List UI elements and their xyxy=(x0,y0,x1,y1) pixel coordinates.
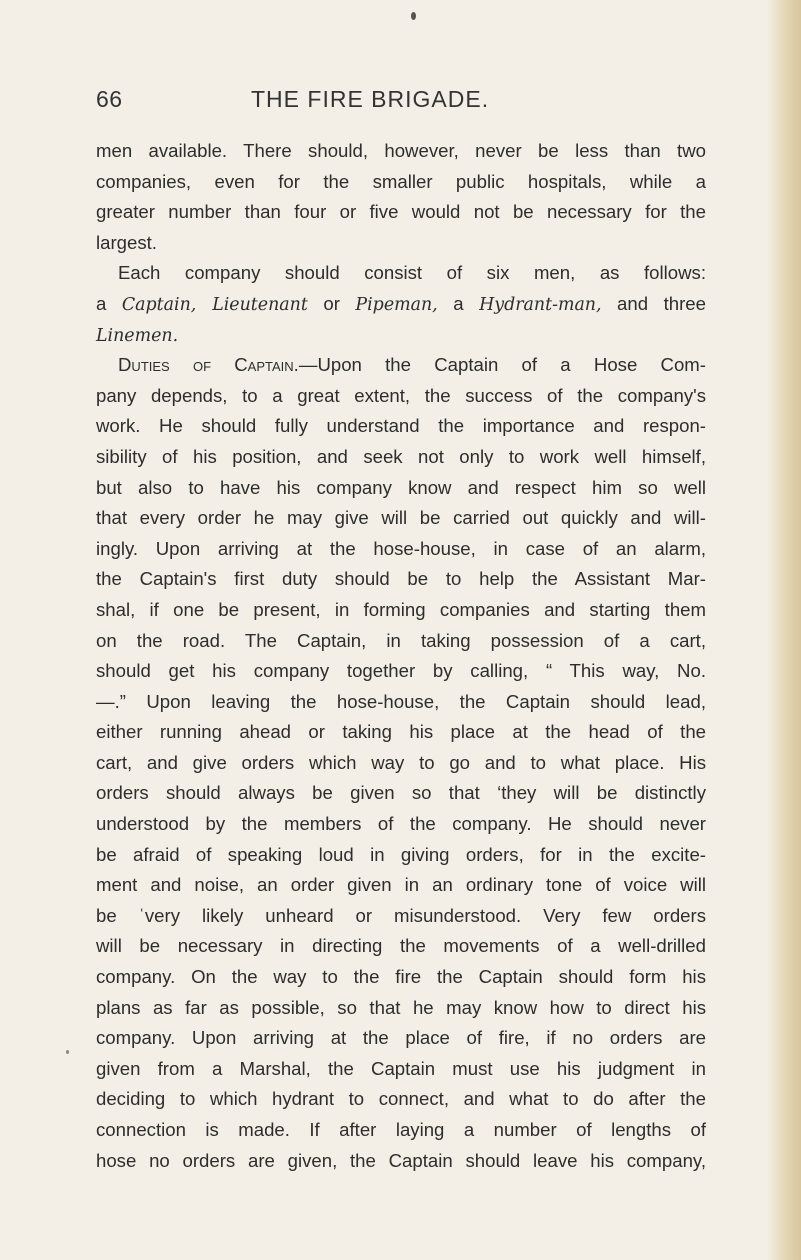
text-line: sibility of his position, and seek not only to work well himself, xyxy=(96,445,706,467)
text-line: understood by the members of the company. He should never xyxy=(96,813,706,835)
text-line: men available. There should, however, never be less than two xyxy=(96,140,706,161)
page-number: 66 xyxy=(96,86,123,112)
page-header xyxy=(96,86,696,120)
italic-term: Linemen. xyxy=(96,325,179,346)
page-edge-shadow xyxy=(767,0,801,1260)
text-line: deciding to which hydrant to connect, and what to do after the xyxy=(96,1088,706,1110)
ink-speck xyxy=(66,1050,69,1054)
text-line: shal, if one be present, in forming companies and starting them xyxy=(96,598,706,620)
text-line: company. Upon arriving at the place of fire, if no orders are xyxy=(96,1027,706,1049)
text-line: largest. xyxy=(96,231,157,253)
body-text xyxy=(96,136,706,1176)
text-line: a Captain, Lieutenant or Pipeman, a Hydrant-man, and three xyxy=(96,292,706,315)
text-line: connection is made. If after laying a number of lengths of xyxy=(96,1119,706,1140)
section-heading: Duties of Captain. xyxy=(118,354,299,376)
text-line: should get his company together by calling, “ This way, No. xyxy=(96,660,706,682)
italic-term: Hydrant-man, xyxy=(479,294,602,315)
text-line: will be necessary in directing the movements of a well-drilled xyxy=(96,935,706,957)
text-line: ingly. Upon arriving at the hose-house, in case of an alarm, xyxy=(96,537,706,559)
ink-speck xyxy=(411,12,416,20)
text-line: cart, and give orders which way to go and to what place. His xyxy=(96,751,706,773)
italic-term: Pipeman, xyxy=(355,294,438,315)
text-line: but also to have his company know and respect him so well xyxy=(96,476,706,498)
text-line: on the road. The Captain, in taking possession of a cart, xyxy=(96,629,706,651)
text-line: company. On the way to the fire the Captain should form his xyxy=(96,966,706,988)
text-line: either running ahead or taking his place at the head of the xyxy=(96,721,706,743)
text-line: orders should always be given so that ‘they will be distinctly xyxy=(96,782,706,804)
text-line: work. He should fully understand the importance and respon- xyxy=(96,415,706,437)
text-line: that every order he may give will be carried out quickly and will- xyxy=(96,507,706,529)
text-line: ment and noise, an order given in an ordinary tone of voice will xyxy=(96,874,706,896)
text-line: —.” Upon leaving the hose-house, the Captain should lead, xyxy=(96,690,706,712)
text-line xyxy=(96,320,706,351)
text-line: greater number than four or five would not be necessary for the xyxy=(96,201,706,223)
paragraph-start-line: Each company should consist of six men, as follows: xyxy=(118,262,706,284)
running-head: THE FIRE BRIGADE. xyxy=(251,86,490,112)
italic-term: Captain, Lieutenant xyxy=(121,294,308,315)
text-line: plans as far as possible, so that he may know how to direct his xyxy=(96,996,706,1018)
section-heading-line: Duties of Captain.—Upon the Captain of a Hose Com- xyxy=(118,354,706,376)
text-line: be afraid of speaking loud in giving orders, for in the excite- xyxy=(96,843,706,865)
text-line: the Captain's first duty should be to help the Assistant Mar- xyxy=(96,568,706,590)
text-line: hose no orders are given, the Captain should leave his company, xyxy=(96,1149,706,1171)
text-line: given from a Marshal, the Captain must use his judgment in xyxy=(96,1057,706,1079)
text-line: companies, even for the smaller public hospitals, while a xyxy=(96,170,706,192)
text-line: be ˈvery likely unheard or misunderstood. Very few orders xyxy=(96,904,706,926)
text-line: pany depends, to a great extent, the success of the company's xyxy=(96,384,706,406)
